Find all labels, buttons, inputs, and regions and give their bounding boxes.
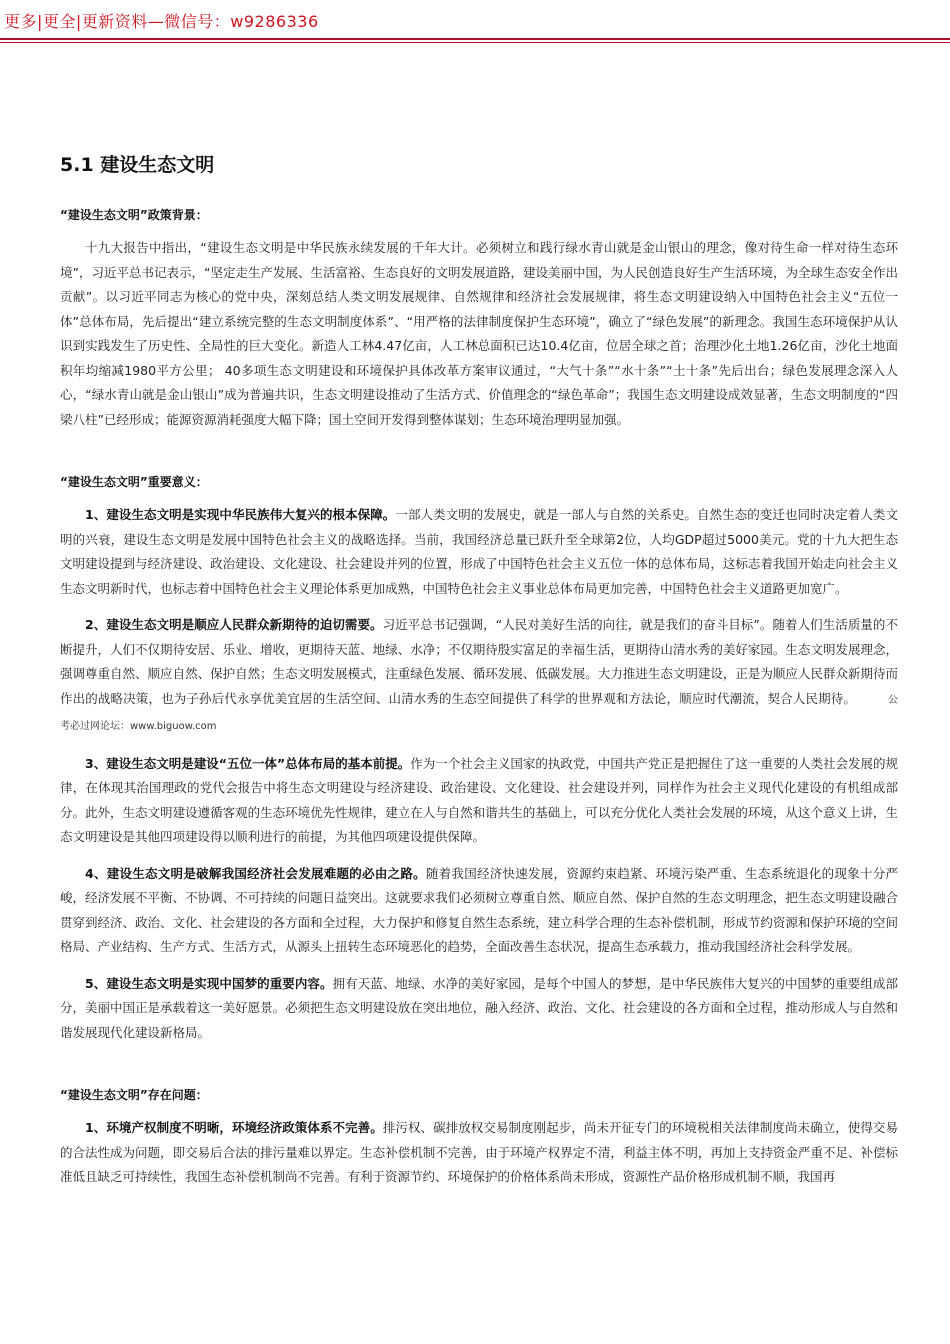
significance-item-4-body: 随着我国经济快速发展，资源约束趋紧、环境污染严重、生态系统退化的现象十分严峻，经济发展不平衡、不协调、不可持续的问题日益突出。这就要求我们必须树立尊重自然、顺应自然、保护自然的生态文明理念，把生态文明建设融合贯穿到经济、政治、文化、社会建设的各方面和全过程，大力保护和修复自然生态系统，建立科学合理的生态补偿机制，形成节约资源和保护环境的空间格局、产业结构、生产方式、生活方式，从源头上扭转生态环境恶化的趋势，全面改善生态状况，提高生态承载力，推动我国经济社会科学发展。 <box>60 865 898 954</box>
header-rule <box>0 38 950 40</box>
significance-item-5 <box>60 972 898 1046</box>
background-paragraph: 十九大报告中指出，“建设生态文明是中华民族永续发展的千年大计。必须树立和践行绿水青山就是金山银山的理念，像对待生命一样对待生态环境”，习近平总书记表示，“坚定走生产发展、生活富裕、生态良好的文明发展道路，建设美丽中国，为人民创造良好生产生活环境，为全球生态安全作出贡献”。以习近平同志为核心的党中央，深刻总结人类文明发展规律、自然规律和经济社会发展规律，将生态文明建设纳入中国特色社会主义“五位一体”总体布局，先后提出“建立系统完整的生态文明制度体系”、“用严格的法律制度保护生态环境”，确立了“绿色发展”的新理念。我国生态环境保护从认识到实践发生了历史性、全局性的巨大变化。新造人工林4.47亿亩，人工林总面积已达10.4亿亩，位居全球之首；治理沙化土地1.26亿亩，沙化土地面积年均缩减1980平方公里； 40多项生态文明建设和环境保护具体改革方案审议通过，“大气十条”“水十条”“土十条”先后出台；绿色发展理念深入人心，“绿水青山就是金山银山”成为普遍共识，生态文明建设推动了生活方式、价值理念的“绿色革命”；我国生态文明建设成效显著，生态文明制度的“四梁八柱”已经形成；能源资源消耗强度大幅下降；国土空间开发得到整体谋划；生态环境治理明显加强。 <box>60 240 898 427</box>
significance-item-3-body: 作为一个社会主义国家的执政党，中国共产党正是把握住了这一重要的人类社会发展的规律，在体现其治国理政的党代会报告中将生态文明建设与经济建设、政治建设、文化建设、社会建设并列，同样作为社会主义现代化建设的有机组成部分。此外，生态文明建设遵循客观的生态环境优先性规律，建立在人与自然和谐共生的基础上，可以充分优化人类社会发展的环境，从这个意义上讲，生态文明建设是其他四项建设得以顺利进行的前提，为其他四项建设提供保障。 <box>60 755 898 844</box>
problems-heading: “建设生态文明”存在问题： <box>60 1088 208 1102</box>
significance-item-2-body: 习近平总书记强调，“人民对美好生活的向往，就是我们的奋斗目标”。随着人们生活质量的不断提升，人们不仅期待安居、乐业、增收，更期待天蓝、地绿、水净；不仅期待殷实富足的幸福生活，更期待山清水秀的美好家园。生态文明发展理念，强调尊重自然、顺应自然、保护自然；生态文明发展模式，注重绿色发展、循环发展、低碳发展。大力推进生态文明建设，正是为顺应人民群众新期待而作出的战略决策，也为子孙后代永享优美宜居的生活空间、山清水秀的生态空间提供了科学的世界观和方法论，顺应时代潮流，契合人民期待。 <box>60 617 898 706</box>
top-banner <box>0 0 950 40</box>
promo-text: 更多|更全|更新资料—微信号：w9286336 <box>4 12 319 31</box>
problems-item-1-lead: 1、环境产权制度不明晰，环境经济政策体系不完善。 <box>85 1120 383 1135</box>
problems-item-1 <box>60 1116 898 1190</box>
significance-item-1-body: 一部人类文明的发展史，就是一部人与自然的关系史。自然生态的变迁也同时决定着人类文明的兴衰，建设生态文明是发展中国特色社会主义的战略选择。当前，我国经济总量已跃升至全球第2位，人均GDP超过5000美元。党的十九大把生态文明建设提到与经济建设、政治建设、文化建设、社会建设并列的位置，形成了中国特色社会主义五位一体的总体布局，这标志着我国开始走向社会主义生态文明新时代，也标志着中国特色社会主义理论体系更加成熟，中国特色社会主义事业总体布局更加完善，中国特色社会主义道路更加宽广。 <box>60 507 898 596</box>
significance-item-1 <box>60 503 898 601</box>
header-rule-thin <box>0 42 950 43</box>
significance-item-3 <box>60 752 898 850</box>
problems-item-1-body: 排污权、碳排放权交易制度刚起步，尚未开征专门的环境税相关法律制度尚未确立，使得交易的合法性成为问题，即交易后合法的排污量难以界定。生态补偿机制不完善，由于环境产权界定不清，利益主体不明，再加上支持资金严重不足、补偿标准低且缺乏可持续性，我国生态补偿机制尚不完善。有利于资源节约、环境保护的价格体系尚未形成，资源性产品价格形成机制不顺，我国再 <box>60 1120 898 1184</box>
significance-item-3-lead: 3、建设生态文明是建设“五位一体”总体布局的基本前提。 <box>85 755 411 771</box>
significance-item-5-lead: 5、建设生态文明是实现中国梦的重要内容。 <box>85 975 333 991</box>
forum-note: 公考必过网论坛：www.biguow.com <box>60 694 898 732</box>
section-title: 5.1 建设生态文明 <box>60 154 215 176</box>
significance-item-2-lead: 2、建设生态文明是顺应人民群众新期待的迫切需要。 <box>85 617 383 632</box>
significance-item-4 <box>60 862 898 960</box>
significance-item-5-body: 拥有天蓝、地绿、水净的美好家园，是每个中国人的梦想，是中华民族伟大复兴的中国梦的重要组成部分，美丽中国正是承载着这一美好愿景。必须把生态文明建设放在突出地位，融入经济、政治、文化、社会建设的各方面和全过程，推动形成人与自然和谐发展现代化建设新格局。 <box>60 975 898 1040</box>
significance-item-4-lead: 4、建设生态文明是破解我国经济社会发展难题的必由之路。 <box>85 865 426 881</box>
background-heading: “建设生态文明”政策背景： <box>60 208 208 222</box>
significance-item-2 <box>60 613 898 740</box>
significance-item-1-lead: 1、建设生态文明是实现中华民族伟大复兴的根本保障。 <box>85 507 396 522</box>
document-body <box>60 152 898 1190</box>
significance-heading: “建设生态文明”重要意义： <box>60 475 208 489</box>
